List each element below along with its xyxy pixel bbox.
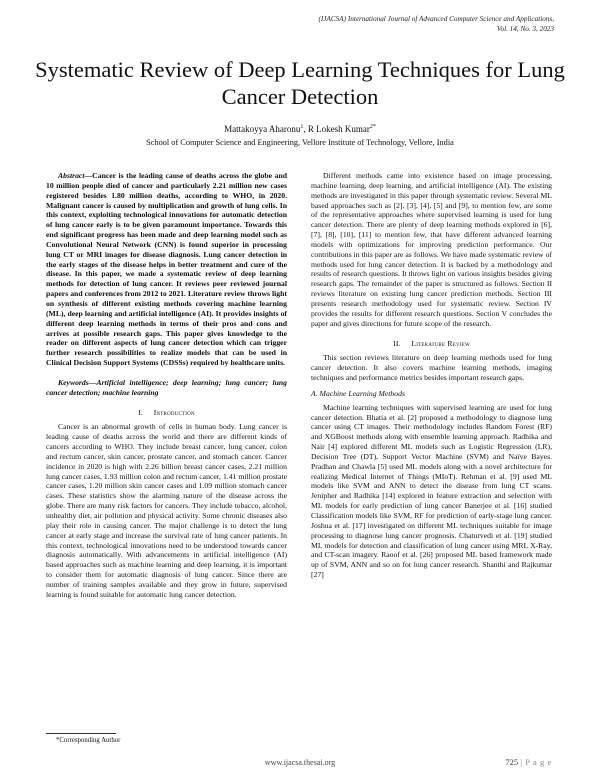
abstract-lead: Abstract bbox=[58, 171, 85, 180]
author-2: R Lokesh Kumar bbox=[307, 124, 370, 134]
abstract-text: —Cancer is the leading cause of deaths across the globe and 10 million people died of cancer and particularly 2.21 million new cases registered besides 1.80 million deaths, according to WHO, in 2020. Malignant cancer is caused by multiplication and growth of lung cells. In this context, exploiting technological innovations for automatic detection of lung cancer early is to be given paramount importance. Towards this end significant progress has been made and deep learning model such as Convolutional Neural Network (CNN) is found superior in processing lung CT or MRI images for disease diagnosis. Lung cancer detection in the early stages of the disease helps in better treatment and cure of the disease. In this paper, we made a systematic review of deep learning methods for detection of lung cancer. It reviews peer reviewed journal papers and conferences from 2012 to 2021. Literature review throws light on synthesis of different existing methods covering machine learning (ML), deep learning and artificial intelligence (AI). It provides insights of different deep learning methods in terms of their pros and cons and arrives at possible research gaps. This paper gives knowledge to the reader on different aspects of lung cancer detection which can trigger further research possibilities to realize models that can be used in Clinical Decision Support Systems (CDSSs) required by healthcare units. bbox=[46, 171, 287, 368]
introduction-paragraph: Cancer is an abnormal growth of cells in human body. Lung cancer is leading cause of deaths across the world and there are different kinds of cancers according to WHO. They include breast cancer, lung cancer, colon and rectum cancer, skin cancer, prostate cancer, and stomach cancer. Cancer incidence in 2020 is high with 2.26 billion breast cancer cases, 2.21 million lung cancer cases, 1.93 million colon and rectum cancer, 1.41 million prostate cancer cases, 1.20 million skin cancer cases and 1.09 million stomach cancer cases. These statistics show the alarming nature of the disease across the globe. There are many risk factors for cancers. They include tobacco, alcohol, unhealthy diet, air pollution and physical activity. Some chronic diseases also play their role in causing cancer. The major challenge is to detect the lung cancer at early stage and increase the survival rate of lung cancer patients. In this context, technological innovations need to be understood towards cancer diagnosis automatically. With advancements in artificial intelligence (AI) based approaches such as machine learning and deep learning, it is important to consider them for automatic diagnosis of lung cancer. Since there are number of training samples available and they grow in future, supervised learning is found suitable for automatic lung cancer detection. bbox=[46, 422, 287, 599]
page-number bbox=[505, 757, 552, 767]
page-label: | P a g e bbox=[520, 757, 552, 767]
author-2-marker: 2* bbox=[369, 124, 376, 130]
author-1: Mattakoyya Aharonu bbox=[224, 124, 301, 134]
subsection-heading: A. Machine Learning Methods bbox=[311, 388, 405, 398]
right-column bbox=[311, 171, 552, 580]
journal-name: (IJACSA) International Journal of Advanced Computer Science and Applications, bbox=[318, 15, 554, 23]
affiliation: School of Computer Science and Engineering, Vellore Institute of Technology, Vellore, India bbox=[146, 138, 454, 147]
footer-url: www.ijacsa.thesai.org bbox=[264, 758, 336, 767]
section-numeral: I. bbox=[138, 407, 144, 417]
section-numeral: II. bbox=[393, 338, 401, 348]
section-title: Introduction bbox=[153, 407, 195, 417]
journal-volume: Vol. 14, No. 3, 2023 bbox=[496, 25, 554, 33]
section-heading-introduction bbox=[46, 408, 287, 418]
section-title: Literature Review bbox=[411, 338, 470, 348]
footnote: *Corresponding Author bbox=[56, 737, 121, 744]
introduction-paragraph-2: Different methods came into existence based on image processing, machine learning, deep learning, and artificial intelligence (AI). The existing methods are investigated in this paper through systematic review. Several ML based approaches such as [2], [3], [4], [5] and [9], to mention few, are some of the representative approaches where supervised learning is used for lung cancer detection. There are plenty of deep learning methods explored in [6], [7], [8], [10], [11] to mention few, that have different advanced learning models with optimizations for improving prediction performance. Our contributions in this paper are as follows. We have made systematic review of methods used for lung cancer detection. It is backed by a methodology and results of research questions. It throws light on various insights besides giving research gaps. The remainder of the paper is structured as follows. Section II reviews literature on existing lung cancer prediction methods. Section III presents research methodology used for systematic review. Section IV provides the results for different research questions. Section V concludes the paper and gives directions for future scope of the research. bbox=[311, 171, 552, 328]
section-heading-literature-review bbox=[311, 339, 552, 349]
machine-learning-paragraph: Machine learning techniques with supervised learning are used for lung cancer detection. Bhatia et al. [2] proposed a methodology to diagnose lung cancer using CT images. Their methodology includes Random Forest (RF) and XGBoost methods along with ensemble learning approach. Radhika and Nair [4] explored different ML models such as Logistic Regression (LR), Decision Tree (DT), Support Vector Machine (SVM) and Naïve Bayes. Pradhan and Chawla [5] used ML models along with a novel architecture for realizing Medical Internet of Things (MIoT). Rehman et al. [9] used ML models like SVM and ANN to detect the disease from lung CT scans. Jenipher and Radhika [14] explored in feature extraction and selection with ML models for early prediction of lung cancer Banerjee et al. [16] studied Classification models like SVM, RF for prediction of early-stage lung cancer. Joshua et al. [17] investigated on different ML techniques suitable for image processing to diagnose lung cancer prognosis. Chaturvedi et al. [19] studied ML models for detection and classification of lung cancer using MRI, X-Ray, and CT-scan imagery. Raoof et al. [26] proposed ML based framework made up of SVM, ANN and so on for lung cancer research. Shanthi and Rajkumar [27] bbox=[311, 402, 552, 580]
left-column bbox=[46, 171, 287, 600]
keywords-text: —Artificial intelligence; deep learning; lung cancer; lung cancer detection; machine learning bbox=[46, 377, 287, 397]
literature-review-paragraph: This section reviews literature on deep learning methods used for lung cancer detection. It also covers machine learning methods, imaging techniques and performance metrics besides important research gaps. bbox=[311, 353, 552, 383]
author-1-marker: 1 bbox=[300, 124, 304, 130]
author-separator: , bbox=[303, 124, 308, 134]
author-line bbox=[30, 121, 570, 135]
footnote-divider bbox=[46, 733, 116, 734]
keywords bbox=[46, 378, 287, 398]
paper-title: Systematic Review of Deep Learning Techniques for Lung Cancer Detection bbox=[35, 57, 565, 109]
keywords-lead: Keywords bbox=[58, 377, 89, 387]
abstract bbox=[46, 171, 287, 368]
page-number-value: 725 bbox=[505, 757, 519, 767]
journal-header bbox=[194, 14, 554, 34]
